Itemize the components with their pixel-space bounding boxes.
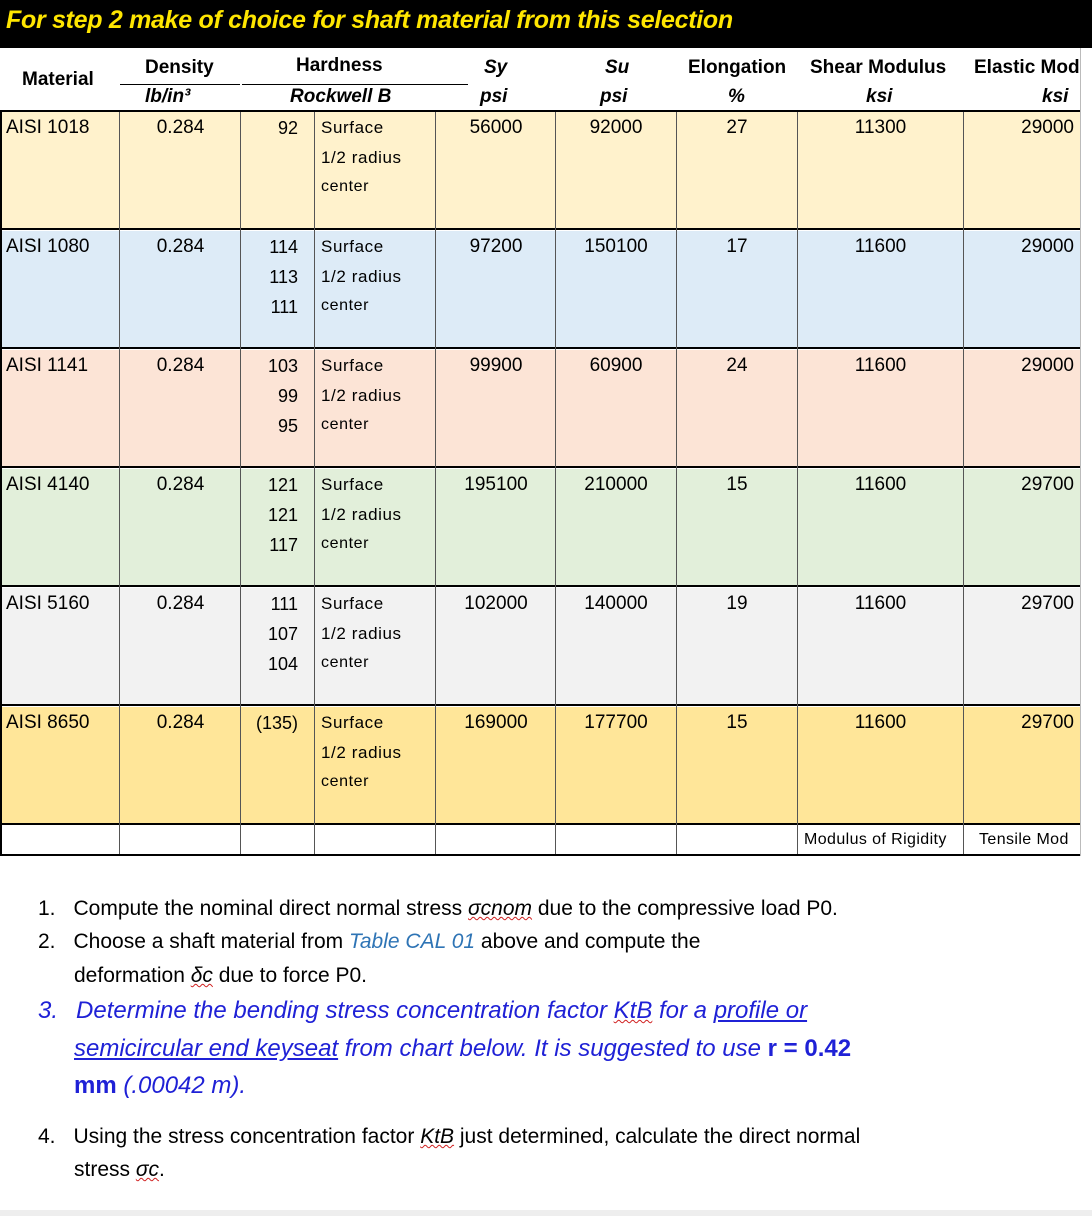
cell-sy: 195100 bbox=[464, 474, 528, 495]
header-divider bbox=[242, 84, 468, 85]
question-1 bbox=[38, 897, 838, 921]
cell-sy: 97200 bbox=[469, 236, 523, 257]
cell-hardness: 107 bbox=[267, 624, 298, 644]
cell-shear-modulus: 11300 bbox=[854, 117, 907, 138]
cell-density: 0.284 bbox=[156, 117, 205, 138]
grid-line bbox=[676, 112, 677, 854]
question-3 bbox=[38, 997, 807, 1025]
cell-su: 177700 bbox=[584, 712, 648, 733]
cell-elastic-mod: 29700 bbox=[1021, 712, 1074, 733]
cell-elongation: 27 bbox=[726, 117, 748, 138]
cell-density: 0.284 bbox=[156, 593, 205, 614]
cell-shear-modulus: 11600 bbox=[854, 236, 907, 257]
cell-density: 0.284 bbox=[156, 355, 205, 376]
cell-elastic-mod: 29000 bbox=[1021, 117, 1074, 138]
grid-line bbox=[963, 112, 964, 854]
grid-line bbox=[240, 112, 241, 854]
header-shear-unit: ksi bbox=[866, 86, 893, 107]
cell-elastic-mod: 29000 bbox=[1021, 355, 1074, 376]
cell-hardness-location: center bbox=[321, 416, 370, 433]
cell-hardness-location: Surface bbox=[321, 237, 384, 256]
question-number: 1. bbox=[38, 897, 56, 920]
header-elongation-unit: % bbox=[728, 86, 745, 107]
cell-hardness: 104 bbox=[267, 654, 298, 674]
header-su: Su bbox=[605, 57, 630, 78]
cell-hardness: 92 bbox=[277, 118, 298, 138]
cell-elastic-mod: 29700 bbox=[1021, 593, 1074, 614]
cell-elongation: 15 bbox=[726, 712, 748, 733]
cell-material: AISI 1080 bbox=[6, 236, 90, 257]
cell-hardness-location: center bbox=[321, 773, 370, 790]
question-text: due to force P0. bbox=[212, 964, 368, 987]
cell-hardness-location: 1/2 radius bbox=[321, 624, 402, 643]
footnote-elastic: Tensile Mod bbox=[979, 831, 1069, 848]
question-number: 4. bbox=[38, 1125, 56, 1148]
grid-line bbox=[314, 112, 315, 854]
grid-line bbox=[119, 112, 120, 854]
cell-material: AISI 8650 bbox=[6, 712, 90, 733]
question-text: Determine the bending stress concentration factor bbox=[76, 997, 614, 1024]
question-text: just determined, calculate the direct normal bbox=[454, 1125, 861, 1148]
symbol-delta-c: δc bbox=[190, 964, 213, 987]
cell-su: 210000 bbox=[584, 474, 648, 495]
grid-line bbox=[1080, 48, 1081, 856]
cell-sy: 99900 bbox=[469, 355, 523, 376]
cell-hardness-location: 1/2 radius bbox=[321, 743, 402, 762]
title-bar bbox=[0, 0, 1092, 48]
symbol-sigma-cnom: σcnom bbox=[468, 897, 533, 920]
cell-hardness-location: Surface bbox=[321, 713, 384, 732]
question-2-continued bbox=[74, 964, 367, 988]
cell-hardness-location: Surface bbox=[321, 356, 384, 375]
cell-hardness-location: 1/2 radius bbox=[321, 505, 402, 524]
header-hardness: Hardness bbox=[296, 55, 383, 76]
cell-su: 92000 bbox=[589, 117, 643, 138]
cell-hardness-location: Surface bbox=[321, 118, 384, 137]
keyseat-link[interactable]: profile or bbox=[713, 997, 808, 1024]
cell-density: 0.284 bbox=[156, 236, 205, 257]
question-text: Using the stress concentration factor bbox=[73, 1125, 421, 1148]
cell-hardness-location: center bbox=[321, 297, 370, 314]
cell-material: AISI 4140 bbox=[6, 474, 90, 495]
question-number: 2. bbox=[38, 930, 56, 953]
cell-shear-modulus: 11600 bbox=[854, 593, 907, 614]
page-title: For step 2 make of choice for shaft material from this selection bbox=[6, 6, 733, 34]
cell-hardness: 111 bbox=[270, 297, 298, 317]
cell-hardness: (135) bbox=[255, 713, 298, 733]
question-text: . bbox=[159, 1158, 165, 1181]
question-text: from chart below. It is suggested to use bbox=[338, 1035, 768, 1062]
cell-density: 0.284 bbox=[156, 712, 205, 733]
grid-line bbox=[797, 112, 798, 854]
question-text: Choose a shaft material from bbox=[73, 930, 349, 953]
cell-hardness: 113 bbox=[269, 267, 298, 287]
cell-shear-modulus: 11600 bbox=[854, 355, 907, 376]
radius-unit: mm bbox=[74, 1072, 117, 1099]
question-text: stress bbox=[74, 1158, 136, 1181]
header-hardness-unit: Rockwell B bbox=[290, 86, 392, 107]
header-divider bbox=[120, 84, 240, 85]
header-sy-unit: psi bbox=[480, 86, 508, 107]
header-elongation: Elongation bbox=[688, 57, 787, 78]
cell-shear-modulus: 11600 bbox=[854, 474, 907, 495]
cell-shear-modulus: 11600 bbox=[854, 712, 907, 733]
grid-line bbox=[435, 112, 436, 854]
grid-line bbox=[555, 112, 556, 854]
question-2 bbox=[38, 930, 700, 954]
cell-hardness-location: center bbox=[321, 654, 370, 671]
cell-hardness: 121 bbox=[267, 475, 298, 495]
header-shear-modulus: Shear Modulus bbox=[810, 57, 947, 78]
question-text: Compute the nominal direct normal stress bbox=[73, 897, 469, 920]
cell-hardness-location: Surface bbox=[321, 594, 384, 613]
cell-hardness: 121 bbox=[267, 505, 298, 525]
question-text: for a bbox=[652, 997, 714, 1024]
table-reference: Table CAL 01 bbox=[348, 930, 476, 953]
cell-hardness: 111 bbox=[270, 594, 298, 614]
cell-hardness-location: 1/2 radius bbox=[321, 148, 402, 167]
cell-elastic-mod: 29000 bbox=[1021, 236, 1074, 257]
question-text: above and compute the bbox=[475, 930, 701, 953]
question-text: deformation bbox=[74, 964, 191, 987]
question-4-continued bbox=[74, 1158, 165, 1182]
header-material: Material bbox=[22, 69, 94, 90]
cell-hardness: 95 bbox=[277, 416, 298, 436]
footnote-shear: Modulus of Rigidity bbox=[804, 831, 947, 848]
page-bottom-strip bbox=[0, 1210, 1092, 1216]
question-text: (.00042 m). bbox=[116, 1072, 247, 1099]
keyseat-link[interactable]: semicircular end keyseat bbox=[74, 1035, 339, 1062]
cell-density: 0.284 bbox=[156, 474, 205, 495]
cell-hardness: 103 bbox=[267, 356, 298, 376]
question-3-continued bbox=[74, 1072, 246, 1100]
cell-sy: 56000 bbox=[469, 117, 523, 138]
cell-su: 140000 bbox=[584, 593, 648, 614]
symbol-sigma-c: σc bbox=[135, 1158, 160, 1181]
cell-sy: 169000 bbox=[464, 712, 528, 733]
header-elastic-mod: Elastic Mod bbox=[974, 57, 1080, 78]
cell-su: 150100 bbox=[584, 236, 648, 257]
symbol-ktb: KtB bbox=[613, 997, 653, 1024]
cell-hardness-location: center bbox=[321, 178, 370, 195]
cell-su: 60900 bbox=[589, 355, 643, 376]
header-density: Density bbox=[145, 57, 214, 78]
cell-material: AISI 1141 bbox=[6, 355, 89, 376]
cell-elongation: 24 bbox=[726, 355, 748, 376]
question-number: 3. bbox=[38, 997, 59, 1024]
cell-elongation: 17 bbox=[726, 236, 748, 257]
cell-elongation: 15 bbox=[726, 474, 748, 495]
header-elastic-unit: ksi bbox=[1042, 86, 1069, 107]
cell-sy: 102000 bbox=[464, 593, 528, 614]
cell-hardness-location: 1/2 radius bbox=[321, 267, 402, 286]
cell-hardness-location: 1/2 radius bbox=[321, 386, 402, 405]
question-text: due to the compressive load P0. bbox=[532, 897, 838, 920]
cell-material: AISI 5160 bbox=[6, 593, 90, 614]
cell-elongation: 19 bbox=[726, 593, 748, 614]
header-density-unit: lb/in³ bbox=[145, 86, 191, 107]
cell-hardness: 114 bbox=[269, 237, 298, 257]
question-4 bbox=[38, 1125, 860, 1149]
cell-hardness-location: Surface bbox=[321, 475, 384, 494]
cell-material: AISI 1018 bbox=[6, 117, 90, 138]
cell-hardness: 99 bbox=[277, 386, 298, 406]
cell-hardness-location: center bbox=[321, 535, 370, 552]
radius-value: r = 0.42 bbox=[767, 1035, 852, 1062]
header-sy: Sy bbox=[484, 57, 508, 78]
grid-line bbox=[0, 112, 2, 854]
question-3-continued bbox=[74, 1035, 851, 1063]
cell-hardness: 117 bbox=[269, 535, 298, 555]
symbol-ktb: KtB bbox=[420, 1125, 455, 1148]
header-su-unit: psi bbox=[600, 86, 628, 107]
cell-elastic-mod: 29700 bbox=[1021, 474, 1074, 495]
